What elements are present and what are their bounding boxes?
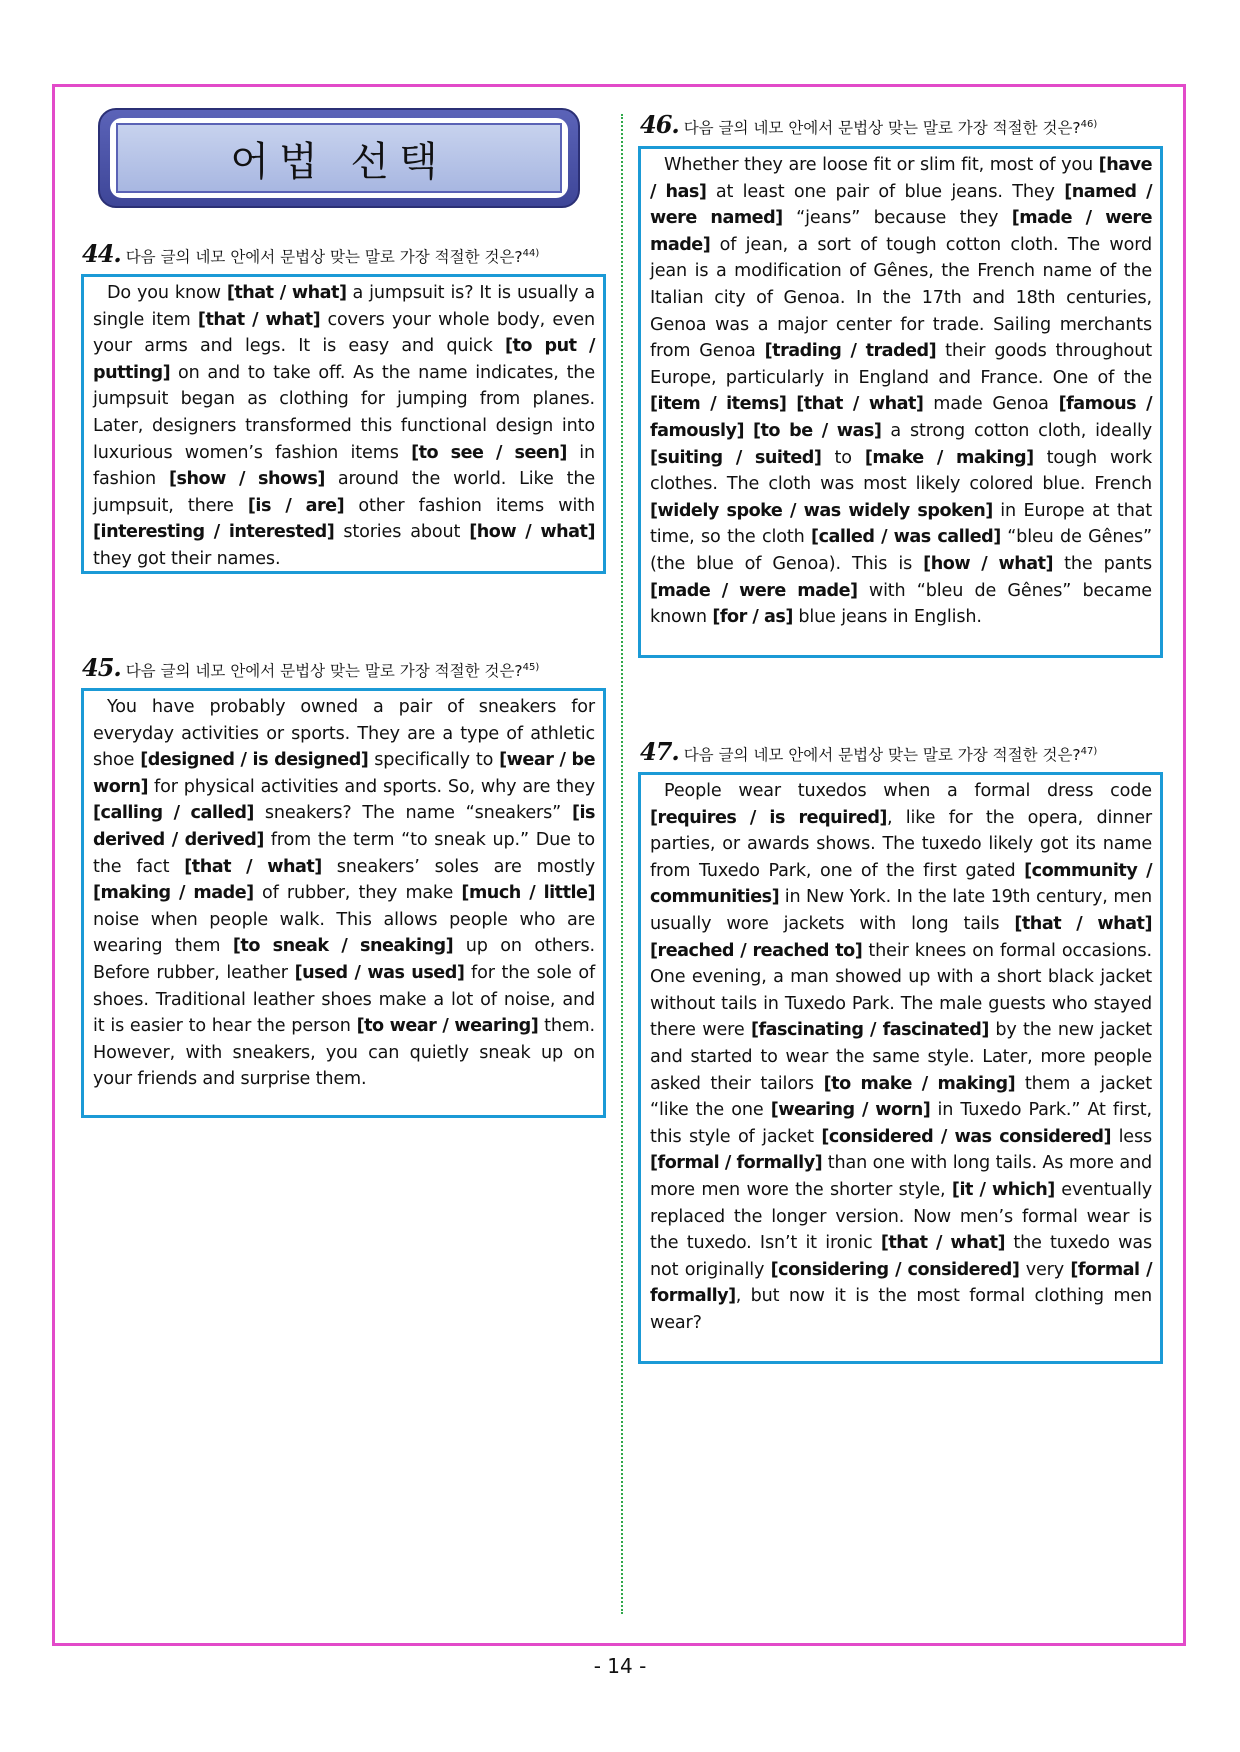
section-title: 어법 선택 [230, 138, 448, 185]
grammar-choice: [that / what] [1014, 913, 1152, 934]
grammar-choice: [considering / considered] [770, 1259, 1020, 1280]
question-47-passage-box [638, 772, 1163, 1364]
footnote-ref: 47) [1080, 746, 1098, 757]
question-47-header [640, 737, 1098, 767]
passage-text: with “bleu de Gênes” became known [650, 580, 1152, 628]
passage-text: , but now it is the most formal clothing men wear? [650, 1286, 1152, 1333]
passage-text: for the sole of shoes. Traditional leather shoes make a lot of noise, and it is easier to hear the person [93, 962, 595, 1037]
passage-text: up on others. Before rubber, leather [93, 936, 595, 983]
passage-text [786, 394, 796, 414]
passage-text: than one with long tails. As more and more men wore the shorter style, [650, 1153, 1152, 1200]
page-number: - 14 - [593, 1654, 647, 1678]
passage-text: from the term “to sneak up.” Due to the fact [93, 829, 595, 877]
grammar-choice: [to be / was] [752, 420, 882, 441]
passage-text: You have probably owned a pair of sneakers for everyday activities or sports. They are a type of athletic shoe [93, 697, 595, 771]
grammar-choice: [is / are] [247, 495, 345, 516]
passage-text: of jean, a sort of tough cotton cloth. The word jean is a modification of Gênes, the French name of the Italian city of Genoa. In the 17th and 18th centuries, Genoa was a major center for trade. Sailing merchants from Genoa [650, 234, 1152, 362]
passage-text: made Genoa [923, 394, 1059, 415]
grammar-choice: [how / what] [923, 553, 1054, 574]
question-47-passage [650, 778, 1152, 1336]
question-instruction: 다음 글의 네모 안에서 문법상 맞는 말로 가장 적절한 것은? [125, 662, 523, 681]
passage-text: “jeans” because they [782, 208, 1012, 229]
grammar-choice: [to sneak / sneaking] [232, 936, 454, 957]
passage-text: tough work clothes. The cloth was most likely colored blue. French [650, 447, 1152, 495]
grammar-choice: [famous / famously] [650, 394, 1152, 441]
grammar-choice: [to see / seen] [411, 442, 567, 463]
grammar-choice: [calling / called] [93, 803, 254, 824]
question-number: 46. [640, 110, 679, 140]
grammar-choice: [requires / is required] [650, 807, 887, 828]
grammar-choice: [much / little] [461, 883, 595, 904]
passage-text: on and to take off. As the name indicates, the jumpsuit began as clothing for jumping from planes. Later, designers transformed this functional design into luxurious women’s fashion items [93, 362, 595, 463]
grammar-choice: [designed / is designed] [140, 750, 369, 771]
grammar-choice: [wear / be worn] [93, 750, 595, 797]
passage-text: specifically to [368, 750, 500, 771]
passage-text: very [1019, 1259, 1071, 1280]
grammar-choice: [trading / traded] [764, 341, 937, 362]
passage-text: a strong cotton cloth, ideally [881, 420, 1152, 441]
passage-text: they got their names. [93, 548, 281, 569]
grammar-choice: [reached / reached to] [650, 940, 863, 961]
question-44-header [82, 239, 540, 269]
passage-text: sneakers? The name “sneakers” [253, 803, 572, 824]
passage-text [744, 421, 753, 441]
grammar-choice: [is derived / derived] [93, 803, 595, 850]
grammar-choice: [item / items] [650, 394, 787, 415]
passage-text: their goods throughout Europe, particularly in England and France. One of the [650, 341, 1152, 388]
section-title-banner [98, 108, 580, 208]
passage-text: blue jeans in English. [792, 607, 982, 628]
question-44-passage-box [81, 274, 606, 574]
grammar-choice: [widely spoke / was widely spoken] [650, 500, 993, 521]
passage-text: in Tuxedo Park.” At first, this style of jacket [650, 1100, 1152, 1147]
passage-text: a jumpsuit is? It is usually a single item [93, 283, 595, 330]
passage-text: eventually replaced the longer version. Now men’s formal wear is the tuxedo. Isn’t it ironic [650, 1179, 1152, 1254]
passage-text: , like for the opera, dinner parties, or awards shows. The tuxedo likely got its name from Tuxedo Park, one of the first gated [650, 807, 1152, 881]
passage-text: for physical activities and sports. So, why are they [148, 776, 595, 797]
question-46-passage [650, 152, 1152, 631]
footnote-ref: 45) [522, 662, 540, 673]
grammar-choice: [to put / putting] [93, 336, 595, 383]
question-instruction: 다음 글의 네모 안에서 문법상 맞는 말로 가장 적절한 것은? [683, 746, 1081, 765]
grammar-choice: [that / what] [184, 856, 322, 877]
grammar-choice: [that / what] [226, 283, 347, 303]
grammar-choice: [it / which] [951, 1179, 1055, 1200]
passage-text: Whether they are loose fit or slim fit, most of you [664, 155, 1099, 175]
passage-text: at least one pair of blue jeans. They [706, 181, 1065, 202]
grammar-choice: [to wear / wearing] [356, 1016, 539, 1037]
grammar-choice: [interesting / interested] [93, 522, 335, 543]
column-divider [621, 114, 623, 1614]
grammar-choice: [how / what] [469, 522, 596, 543]
question-number: 47. [640, 737, 679, 767]
question-46-header [640, 110, 1098, 140]
grammar-choice: [called / was called] [811, 527, 1001, 548]
grammar-choice: [formal / formally] [650, 1259, 1153, 1307]
passage-text: the tuxedo was not originally [650, 1233, 1152, 1280]
passage-text: them a jacket “like the one [650, 1073, 1152, 1121]
passage-text: in New York. In the late 19th century, men usually wore jackets with long tails [650, 887, 1152, 934]
passage-text: by the new jacket and started to wear the same style. Later, more people asked their tailors [650, 1020, 1152, 1094]
passage-text: other fashion items with [344, 495, 595, 516]
grammar-choice: [made / were made] [650, 208, 1153, 255]
question-number: 44. [82, 239, 121, 269]
question-45-passage-box [81, 688, 606, 1118]
grammar-choice: [community / communities] [650, 860, 1153, 908]
question-46-passage-box [638, 146, 1163, 658]
passage-text: around the world. Like the jumpsuit, there [93, 469, 595, 516]
passage-text: People wear tuxedos when a formal dress code [664, 781, 1152, 801]
grammar-choice: [that / what] [880, 1233, 1006, 1254]
grammar-choice: [that / what] [197, 309, 321, 330]
passage-text: in fashion [93, 442, 595, 490]
grammar-choice: [show / shows] [168, 469, 325, 490]
grammar-choice: [to make / making] [823, 1073, 1016, 1094]
passage-text: Do you know [107, 283, 227, 303]
grammar-choice: [fascinating / fascinated] [750, 1020, 989, 1041]
grammar-choice: [formal / formally] [650, 1153, 823, 1174]
question-number: 45. [82, 653, 121, 683]
passage-text: stories about [334, 522, 470, 543]
grammar-choice: [for / as] [712, 607, 793, 628]
footnote-ref: 44) [522, 248, 540, 259]
footnote-ref: 46) [1080, 119, 1098, 130]
passage-text: them. However, with sneakers, you can quietly sneak up on your friends and surprise them. [93, 1016, 595, 1090]
passage-text: noise when people walk. This allows people who are wearing them [93, 909, 595, 957]
grammar-choice: [used / was used] [294, 962, 465, 983]
passage-text: of rubber, they make [253, 883, 462, 904]
grammar-choice: [make / making] [864, 447, 1034, 468]
question-instruction: 다음 글의 네모 안에서 문법상 맞는 말로 가장 적절한 것은? [683, 119, 1081, 138]
grammar-choice: [that / what] [796, 394, 924, 415]
passage-text: in Europe at that time, so the cloth [650, 500, 1152, 548]
passage-text: covers your whole body, even your arms and legs. It is easy and quick [93, 309, 595, 357]
grammar-choice: [wearing / worn] [770, 1100, 931, 1121]
question-44-passage [93, 280, 595, 573]
question-45-header [82, 653, 540, 683]
passage-text: their knees on formal occasions. One evening, a man showed up with a short black jacket without tails in Tuxedo Park. The male guests who stayed there were [650, 940, 1152, 1041]
question-45-passage [93, 694, 595, 1093]
question-instruction: 다음 글의 네모 안에서 문법상 맞는 말로 가장 적절한 것은? [125, 248, 523, 267]
passage-text: sneakers’ soles are mostly [321, 856, 595, 877]
grammar-choice: [considered / was considered] [821, 1126, 1112, 1147]
grammar-choice: [making / made] [93, 883, 254, 904]
grammar-choice: [have / has] [650, 155, 1152, 202]
passage-text: less [1111, 1126, 1153, 1147]
passage-text: the pants [1053, 553, 1152, 574]
passage-text: to [821, 447, 865, 468]
grammar-choice: [suiting / suited] [650, 447, 822, 468]
passage-text: “bleu de Gênes” (the blue of Genoa). This is [650, 527, 1152, 574]
grammar-choice: [made / were made] [650, 580, 858, 601]
grammar-choice: [named / were named] [650, 181, 1153, 229]
